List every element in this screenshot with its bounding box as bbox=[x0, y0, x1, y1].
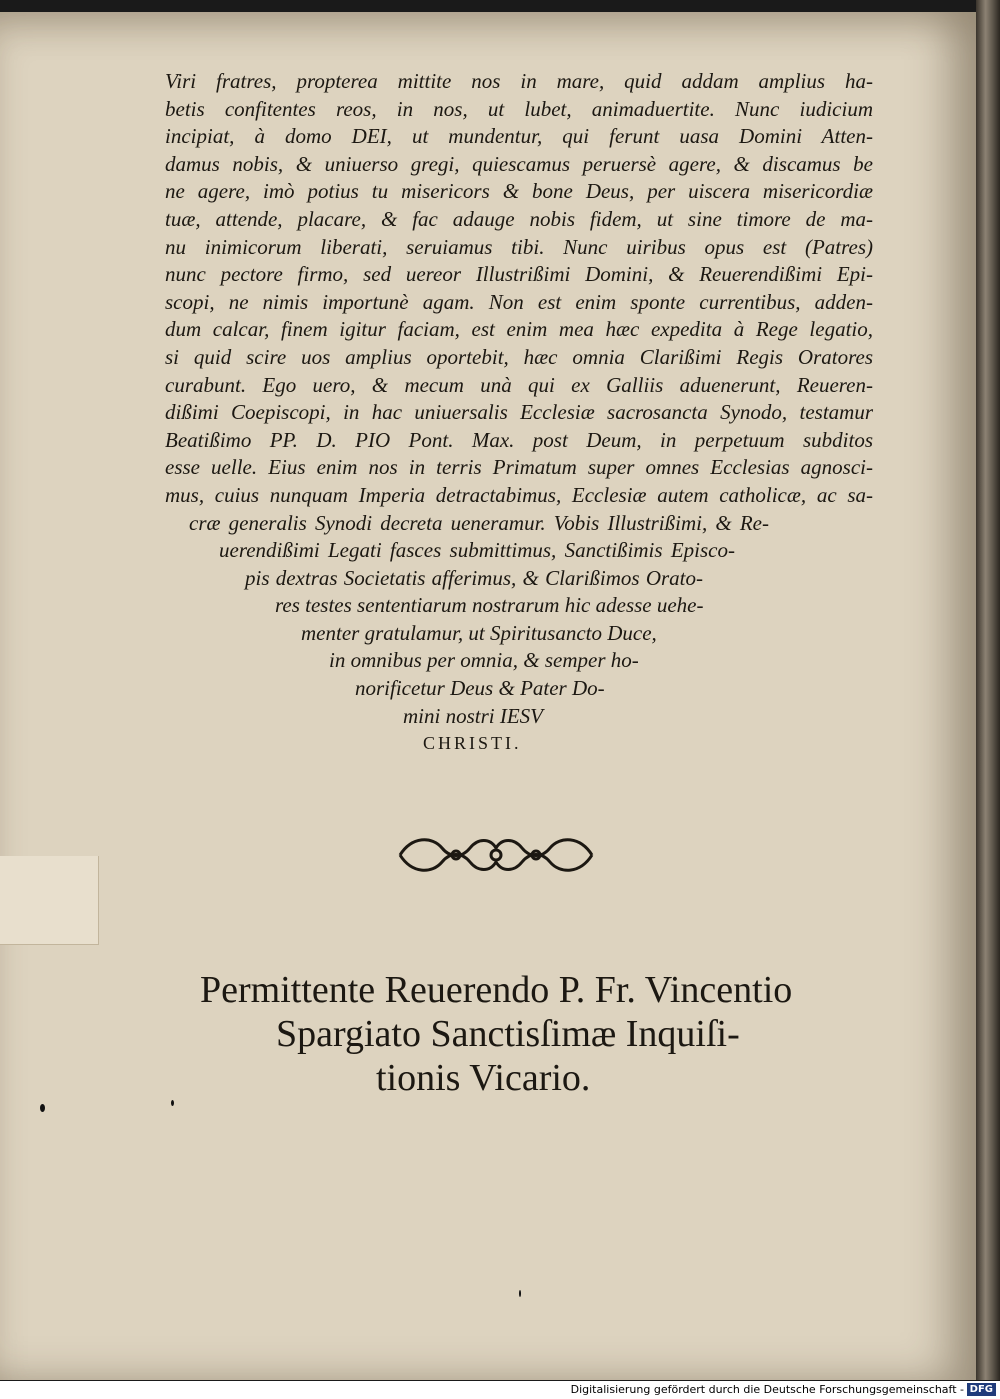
dfg-logo: DFG bbox=[967, 1383, 996, 1396]
text-line: scopi, ne nimis importunè agam. Non est enim sponte currentibus, adden- bbox=[165, 289, 873, 314]
ornament-icon bbox=[392, 826, 600, 884]
text-line: cræ generalis Synodi decreta ueneramur. Vobis Illustrißimi, & Re- bbox=[189, 510, 769, 535]
ink-speck bbox=[519, 1290, 521, 1297]
text-line: ne agere, imò potius tu misericors & bone Deus, per uiscera misericordiæ bbox=[165, 179, 873, 204]
text-line: betis confitentes reos, in nos, ut lubet, animaduertite. Nunc iudicium bbox=[165, 96, 873, 121]
page-edge bbox=[976, 0, 1000, 1380]
ink-speck bbox=[40, 1104, 45, 1112]
text-line: norificetur Deus & Pater Do- bbox=[355, 676, 605, 701]
text-line: Viri fratres, propterea mittite nos in mare, quid addam amplius ha- bbox=[165, 69, 873, 93]
text-line: menter gratulamur, ut Spiritusancto Duce, bbox=[301, 620, 657, 645]
permission-line: Spargiato Sanctisſimæ Inquiſi- bbox=[276, 1013, 740, 1055]
text-line: CHRISTI. bbox=[423, 733, 522, 754]
text-line: Beatißimo PP. D. PIO Pont. Max. post Deum, in perpetuum subditos bbox=[165, 427, 873, 452]
text-line: esse uelle. Eius enim nos in terris Primatum super omnes Ecclesias agnosci- bbox=[165, 455, 873, 480]
text-line: damus nobis, & uniuerso gregi, quiescamus peruersè agere, & discamus be bbox=[165, 151, 873, 176]
text-line: si quid scire uos amplius oportebit, hæc omnia Clarißimi Regis Oratores bbox=[165, 344, 873, 369]
text-line: dum calcar, finem igitur faciam, est enim mea hæc expedita à Rege legatio, bbox=[165, 317, 873, 342]
permission-notice bbox=[200, 968, 800, 1100]
text-line: mus, cuius nunquam Imperia detractabimus, Ecclesiæ autem catholicæ, ac sa- bbox=[165, 482, 873, 507]
text-line: nu inimicorum liberati, seruiamus tibi. Nunc uiribus opus est (Patres) bbox=[165, 234, 873, 259]
permission-line: Permittente Reuerendo P. Fr. Vincentio bbox=[200, 969, 793, 1011]
footer-credit: Digitalisierung gefördert durch die Deutsche Forschungsgemeinschaft - bbox=[570, 1383, 964, 1396]
text-line: curabunt. Ego uero, & mecum unà qui ex Galliis aduenerunt, Reueren- bbox=[165, 372, 873, 397]
text-line: res testes sententiarum nostrarum hic adesse uehe- bbox=[275, 593, 704, 618]
footer-bar bbox=[0, 1381, 1000, 1399]
text-line: uerendißimi Legati fasces submittimus, Sanctißimis Episco- bbox=[219, 538, 735, 563]
text-line: dißimi Coepiscopi, in hac uniuersalis Ecclesiæ sacrosancta Synodo, testamur bbox=[165, 400, 873, 425]
text-line: nunc pectore firmo, sed uereor Illustrißimi Domini, & Reuerendißimi Epi- bbox=[165, 262, 873, 287]
text-line: tuæ, attende, placare, & fac adauge nobis fidem, ut sine timore de ma- bbox=[165, 206, 873, 231]
ink-speck bbox=[171, 1100, 174, 1106]
paper-tab bbox=[0, 856, 99, 945]
body-text bbox=[165, 68, 873, 758]
text-line: mini nostri IESV bbox=[403, 703, 543, 728]
permission-line: tionis Vicario. bbox=[376, 1057, 591, 1099]
text-line: pis dextras Societatis afferimus, & Clarißimos Orato- bbox=[245, 565, 703, 590]
text-line: in omnibus per omnia, & semper ho- bbox=[329, 648, 639, 673]
text-line: incipiat, à domo DEI, ut mundentur, qui ferunt uasa Domini Atten- bbox=[165, 124, 873, 149]
